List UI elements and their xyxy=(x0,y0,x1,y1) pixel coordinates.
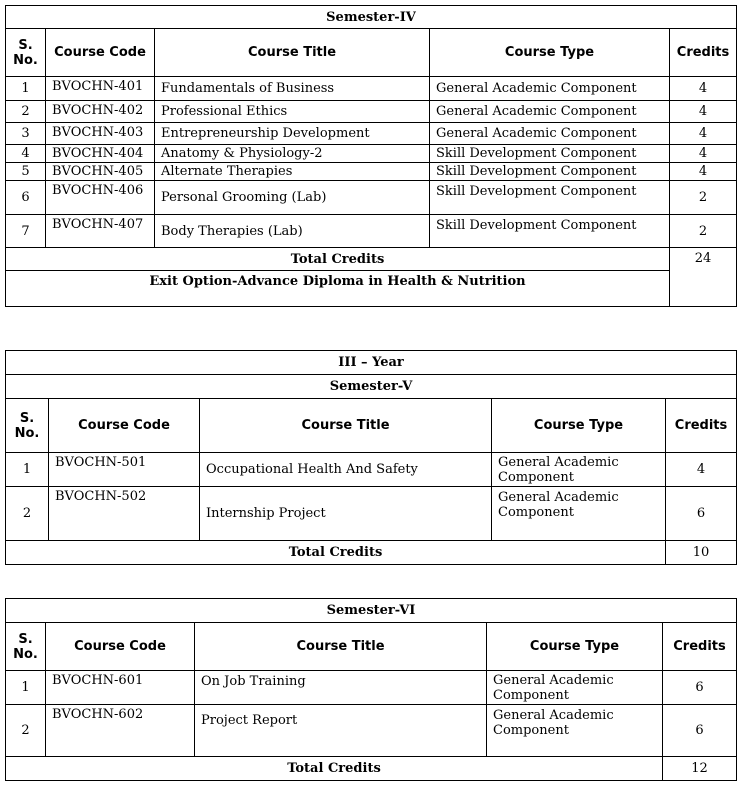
course-credits: 4 xyxy=(666,453,737,487)
header-course-code: Course Code xyxy=(49,399,200,453)
header-course-code: Course Code xyxy=(46,623,195,671)
course-title: Fundamentals of Business xyxy=(155,77,430,101)
table-row xyxy=(6,215,737,248)
course-title: Professional Ethics xyxy=(155,101,430,123)
semester-iv-table xyxy=(5,5,737,307)
total-credits-value: 24 xyxy=(670,248,737,307)
row-number: 1 xyxy=(6,671,46,705)
table-row xyxy=(6,145,737,163)
course-title: Occupational Health And Safety xyxy=(200,453,492,487)
table-row xyxy=(6,453,737,487)
course-title: Entrepreneurship Development xyxy=(155,123,430,145)
course-credits: 2 xyxy=(670,215,737,248)
semester-v-table xyxy=(5,350,737,565)
course-code: BVOCHN-602 xyxy=(46,705,195,757)
header-course-title: Course Title xyxy=(155,29,430,77)
course-title: Alternate Therapies xyxy=(155,163,430,181)
course-type: Skill Development Component xyxy=(430,215,670,248)
row-number: 2 xyxy=(6,101,46,123)
course-type: General Academic Component xyxy=(487,705,663,757)
course-type: Skill Development Component xyxy=(430,145,670,163)
table-row xyxy=(6,163,737,181)
course-code: BVOCHN-601 xyxy=(46,671,195,705)
table-row xyxy=(6,671,737,705)
semester-iv-heading: Semester-IV xyxy=(6,6,737,29)
header-credits: Credits xyxy=(670,29,737,77)
table-row xyxy=(6,123,737,145)
header-course-type: Course Type xyxy=(492,399,666,453)
row-number: 2 xyxy=(6,705,46,757)
header-credits: Credits xyxy=(663,623,737,671)
table-row xyxy=(6,101,737,123)
row-number: 6 xyxy=(6,181,46,215)
course-type: General Academic Component xyxy=(492,453,666,487)
course-credits: 4 xyxy=(670,163,737,181)
course-code: BVOCHN-404 xyxy=(46,145,155,163)
course-title: Anatomy & Physiology-2 xyxy=(155,145,430,163)
row-number: 1 xyxy=(6,77,46,101)
course-type: General Academic Component xyxy=(430,101,670,123)
semester-vi-heading: Semester-VI xyxy=(6,599,737,623)
year-heading: III – Year xyxy=(6,351,737,375)
row-number: 7 xyxy=(6,215,46,248)
course-code: BVOCHN-502 xyxy=(49,487,200,541)
course-credits: 6 xyxy=(663,705,737,757)
course-code: BVOCHN-501 xyxy=(49,453,200,487)
total-credits-value: 12 xyxy=(663,757,737,781)
course-credits: 4 xyxy=(670,145,737,163)
course-credits: 4 xyxy=(670,101,737,123)
semester-vi-table xyxy=(5,598,737,781)
course-type: General Academic Component xyxy=(492,487,666,541)
row-number: 1 xyxy=(6,453,49,487)
header-course-title: Course Title xyxy=(200,399,492,453)
table-row xyxy=(6,77,737,101)
course-code: BVOCHN-407 xyxy=(46,215,155,248)
course-credits: 2 xyxy=(670,181,737,215)
course-code: BVOCHN-402 xyxy=(46,101,155,123)
header-course-title: Course Title xyxy=(195,623,487,671)
course-credits: 4 xyxy=(670,123,737,145)
header-sno: S. No. xyxy=(6,29,46,77)
table-row xyxy=(6,181,737,215)
semester-v-heading: Semester-V xyxy=(6,375,737,399)
course-code: BVOCHN-401 xyxy=(46,77,155,101)
table-row xyxy=(6,487,737,541)
course-type: Skill Development Component xyxy=(430,181,670,215)
course-title: Project Report xyxy=(195,705,487,757)
table-row xyxy=(6,705,737,757)
course-type: General Academic Component xyxy=(487,671,663,705)
course-type: Skill Development Component xyxy=(430,163,670,181)
header-course-type: Course Type xyxy=(487,623,663,671)
row-number: 3 xyxy=(6,123,46,145)
header-sno: S. No. xyxy=(6,399,49,453)
row-number: 4 xyxy=(6,145,46,163)
course-title: Body Therapies (Lab) xyxy=(155,215,430,248)
header-sno: S. No. xyxy=(6,623,46,671)
course-code: BVOCHN-406 xyxy=(46,181,155,215)
header-course-type: Course Type xyxy=(430,29,670,77)
course-type: General Academic Component xyxy=(430,123,670,145)
course-credits: 4 xyxy=(670,77,737,101)
row-number: 5 xyxy=(6,163,46,181)
total-credits-label: Total Credits xyxy=(6,248,670,271)
exit-option-note: Exit Option-Advance Diploma in Health & Nutrition xyxy=(6,271,670,307)
header-credits: Credits xyxy=(666,399,737,453)
course-title: On Job Training xyxy=(195,671,487,705)
total-credits-label: Total Credits xyxy=(6,757,663,781)
course-credits: 6 xyxy=(663,671,737,705)
course-code: BVOCHN-403 xyxy=(46,123,155,145)
course-code: BVOCHN-405 xyxy=(46,163,155,181)
course-title: Internship Project xyxy=(200,487,492,541)
course-title: Personal Grooming (Lab) xyxy=(155,181,430,215)
row-number: 2 xyxy=(6,487,49,541)
total-credits-value: 10 xyxy=(666,541,737,565)
course-credits: 6 xyxy=(666,487,737,541)
course-type: General Academic Component xyxy=(430,77,670,101)
header-course-code: Course Code xyxy=(46,29,155,77)
total-credits-label: Total Credits xyxy=(6,541,666,565)
